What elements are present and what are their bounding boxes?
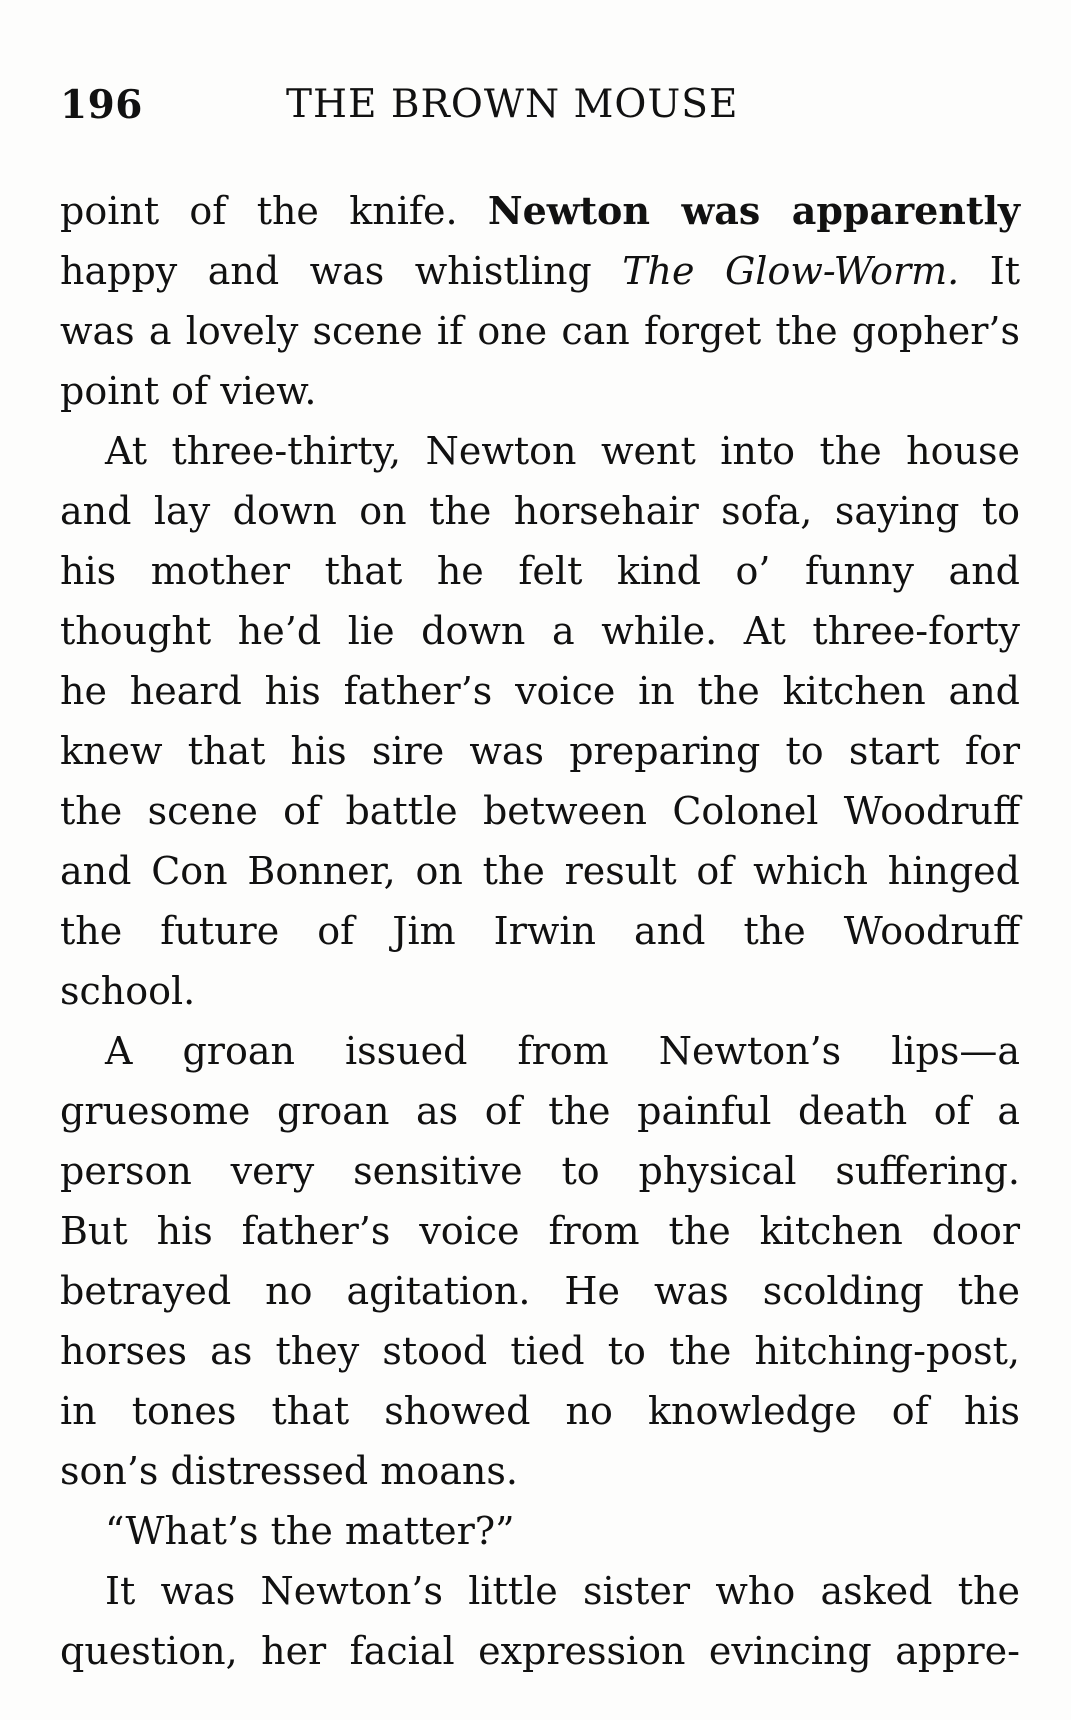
text-line <box>60 181 1020 241</box>
text-line: gruesome groan as of the painful death of a <box>60 1089 1020 1133</box>
text-line: and lay down on the horsehair sofa, saying to <box>60 489 1020 533</box>
text-line: the scene of battle between Colonel Woodruff <box>60 789 1020 833</box>
running-head <box>60 80 1020 130</box>
paragraph-start-line: At three-thirty, Newton went into the house <box>105 429 1020 473</box>
bold-text-segment: Newton was apparently <box>487 188 1020 233</box>
text-line: But his father’s voice from the kitchen door <box>60 1209 1020 1253</box>
text-line: his mother that he felt kind o’ funny and <box>60 549 1020 593</box>
dialogue-line: “What’s the matter?” <box>105 1509 515 1553</box>
text-line: knew that his sire was preparing to start for <box>60 729 1020 773</box>
text-line: the future of Jim Irwin and the Woodruff <box>60 909 1020 953</box>
text-line: question, her facial expression evincing appre- <box>60 1629 1020 1673</box>
song-title: The Glow-Worm. <box>622 249 960 293</box>
text-line: person very sensitive to physical suffering. <box>60 1149 1020 1193</box>
text-line: point of view. <box>60 369 317 413</box>
text-segment: happy and was whistling <box>60 249 592 293</box>
paragraph-start-line: A groan issued from Newton’s lips—a <box>105 1029 1020 1073</box>
text-line: son’s distressed moans. <box>60 1449 518 1493</box>
text-segment: point of the knife. <box>60 189 458 233</box>
paragraph-start-line: It was Newton’s little sister who asked the <box>105 1569 1020 1613</box>
text-line: betrayed no agitation. He was scolding the <box>60 1269 1020 1313</box>
page-number: 196 <box>60 82 143 128</box>
text-segment: It <box>989 249 1020 293</box>
body-text <box>60 181 1020 1681</box>
text-line: school. <box>60 969 196 1013</box>
text-line: horses as they stood tied to the hitching-post, <box>60 1329 1020 1373</box>
text-line <box>60 241 1020 301</box>
text-line: in tones that showed no knowledge of his <box>60 1389 1020 1433</box>
text-line: thought he’d lie down a while. At three-forty <box>60 609 1020 653</box>
text-line: and Con Bonner, on the result of which hinged <box>60 849 1020 893</box>
text-line: was a lovely scene if one can forget the gopher’s <box>60 309 1020 353</box>
running-title: THE BROWN MOUSE <box>286 82 739 127</box>
text-line: he heard his father’s voice in the kitchen and <box>60 669 1020 713</box>
